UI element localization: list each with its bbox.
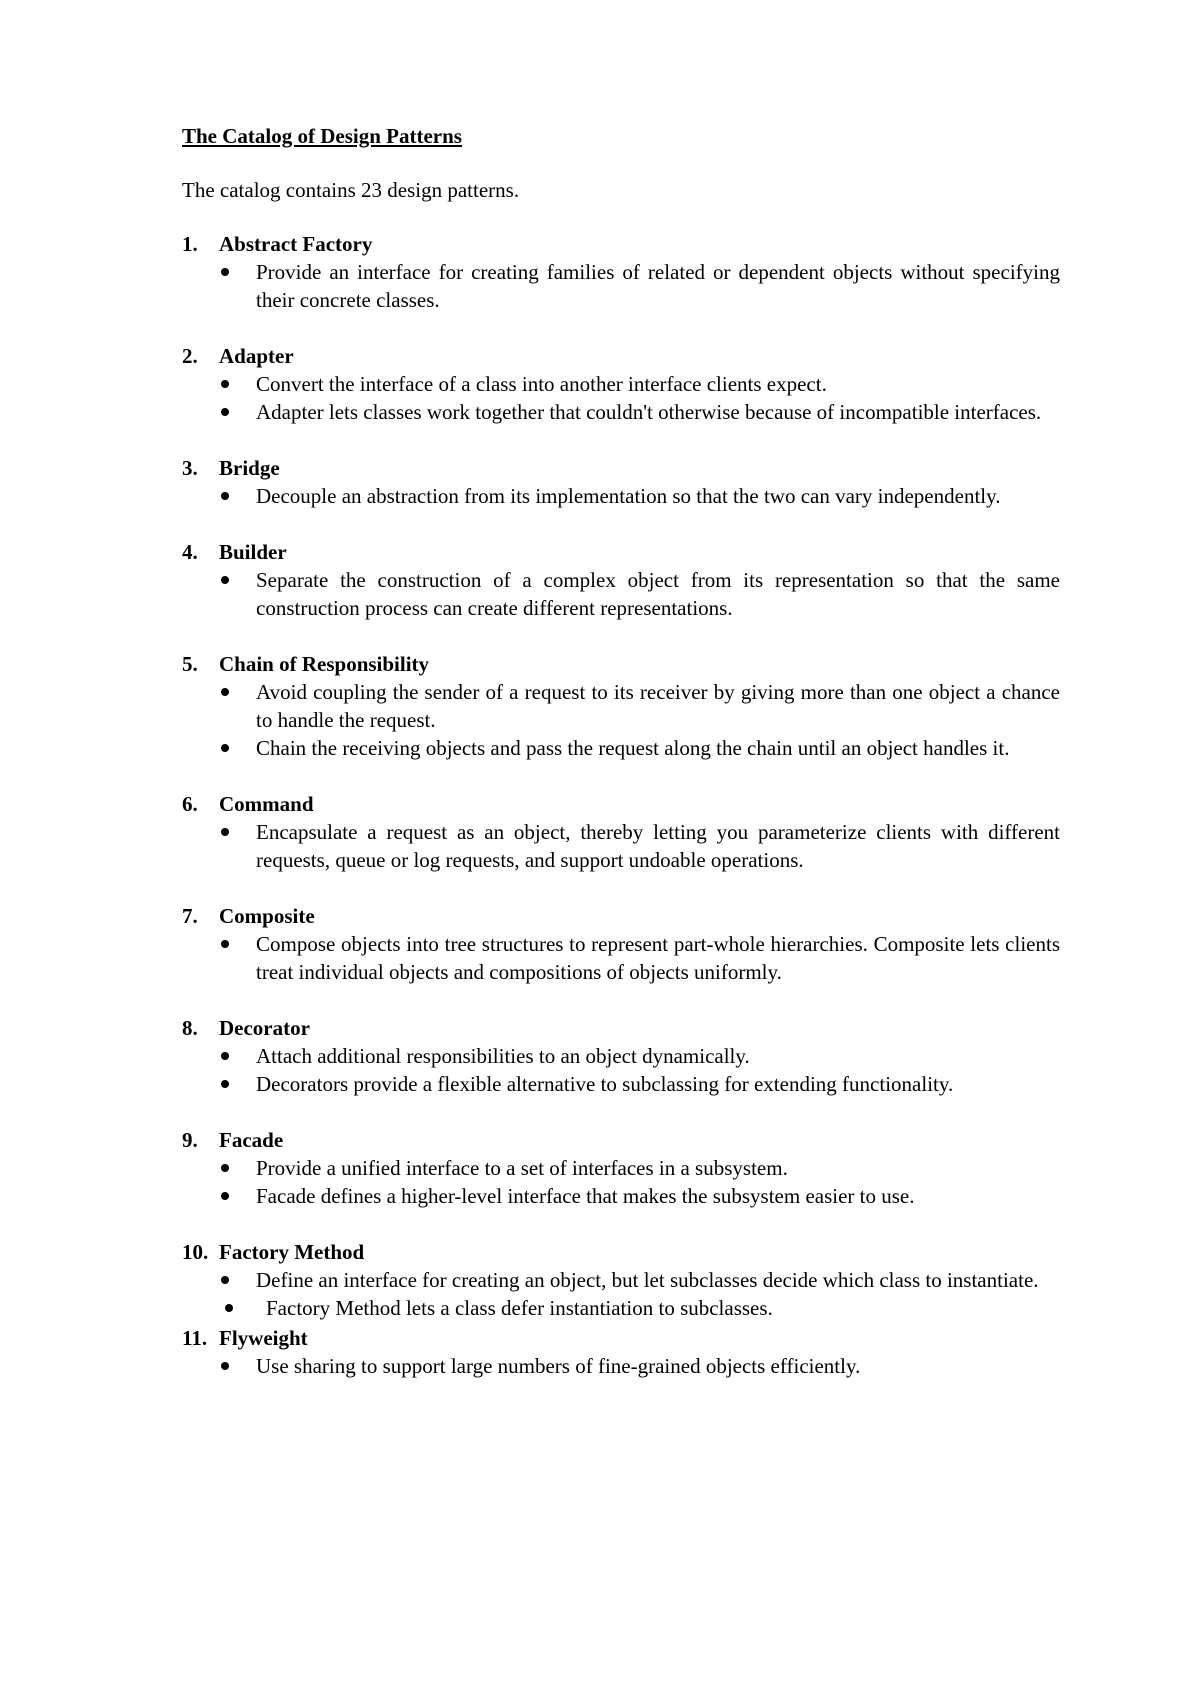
pattern-name: Chain of Responsibility [219, 652, 430, 676]
pattern-name: Composite [219, 904, 315, 928]
pattern-name: Factory Method [219, 1240, 365, 1264]
pattern-item-adapter [182, 342, 1060, 426]
bullet-text: Decouple an abstraction from its implementation so that the two can vary independently. [256, 484, 1001, 508]
pattern-number: 2. [182, 344, 198, 368]
bullet-icon [219, 734, 256, 762]
bullet-text: Compose objects into tree structures to represent part-whole hierarchies. Composite lets clients treat individual objects and compositions of objects uniformly. [256, 932, 1060, 984]
bullet-icon [219, 398, 256, 426]
pattern-heading [182, 1238, 1060, 1266]
pattern-item-composite [182, 902, 1060, 986]
bullet-icon [219, 1154, 256, 1182]
bullet-item [219, 1070, 1060, 1098]
pattern-heading [182, 790, 1060, 818]
pattern-name: Bridge [219, 456, 280, 480]
bullet-item [219, 370, 1060, 398]
pattern-number: 1. [182, 232, 198, 256]
pattern-name: Abstract Factory [219, 232, 373, 256]
pattern-item-chain-of-responsibility [182, 650, 1060, 762]
bullet-list [182, 1352, 1060, 1380]
pattern-heading [182, 1014, 1060, 1042]
bullet-item [219, 566, 1060, 622]
bullet-text: Facade defines a higher-level interface that makes the subsystem easier to use. [256, 1184, 915, 1208]
pattern-name: Adapter [219, 344, 294, 368]
bullet-list [182, 482, 1060, 510]
bullet-text: Encapsulate a request as an object, thereby letting you parameterize clients with different requests, queue or log requests, and support undoable operations. [256, 820, 1060, 872]
bullet-list [182, 1266, 1060, 1322]
bullet-text: Chain the receiving objects and pass the request along the chain until an object handles it. [256, 736, 1010, 760]
bullet-list [182, 566, 1060, 622]
pattern-item-bridge [182, 454, 1060, 510]
bullet-icon [219, 818, 256, 874]
pattern-heading [182, 650, 1060, 678]
pattern-item-factory-method [182, 1238, 1060, 1322]
bullet-text: Define an interface for creating an object, but let subclasses decide which class to instantiate. [256, 1268, 1039, 1292]
pattern-item-builder [182, 538, 1060, 622]
pattern-number: 5. [182, 652, 198, 676]
bullet-icon [219, 1294, 256, 1322]
pattern-item-flyweight [182, 1324, 1060, 1380]
bullet-text: Separate the construction of a complex object from its representation so that the same construction process can create different representations. [256, 568, 1060, 620]
pattern-item-decorator [182, 1014, 1060, 1098]
bullet-icon [219, 258, 256, 314]
bullet-list [182, 818, 1060, 874]
bullet-item [219, 1182, 1060, 1210]
bullet-text: Provide an interface for creating families of related or dependent objects without specifying their concrete classes. [256, 260, 1060, 312]
bullet-list [182, 258, 1060, 314]
bullet-icon [219, 482, 256, 510]
bullet-item [219, 1154, 1060, 1182]
bullet-item [219, 734, 1060, 762]
bullet-text: Avoid coupling the sender of a request to its receiver by giving more than one object a chance to handle the request. [256, 680, 1060, 732]
bullet-list [182, 930, 1060, 986]
bullet-text: Convert the interface of a class into another interface clients expect. [256, 372, 827, 396]
pattern-number: 10. [182, 1240, 209, 1264]
bullet-text: Attach additional responsibilities to an object dynamically. [256, 1044, 750, 1068]
bullet-item [219, 258, 1060, 314]
page-title: The Catalog of Design Patterns [182, 124, 462, 148]
bullet-list [182, 370, 1060, 426]
pattern-heading [182, 1324, 1060, 1352]
pattern-heading [182, 342, 1060, 370]
pattern-name: Decorator [219, 1016, 310, 1040]
bullet-text: Use sharing to support large numbers of fine-grained objects efficiently. [256, 1354, 861, 1378]
pattern-item-facade [182, 1126, 1060, 1210]
bullet-item [219, 1042, 1060, 1070]
bullet-text: Decorators provide a flexible alternative to subclassing for extending functionality. [256, 1072, 954, 1096]
pattern-name: Facade [219, 1128, 284, 1152]
pattern-heading [182, 1126, 1060, 1154]
pattern-heading [182, 538, 1060, 566]
bullet-item [219, 818, 1060, 874]
pattern-item-command [182, 790, 1060, 874]
bullet-item [219, 1266, 1060, 1294]
bullet-list [182, 1042, 1060, 1098]
pattern-heading [182, 230, 1060, 258]
pattern-number: 4. [182, 540, 198, 564]
bullet-item [219, 1352, 1060, 1380]
pattern-item-abstract-factory [182, 230, 1060, 314]
pattern-number: 11. [182, 1326, 208, 1350]
pattern-number: 6. [182, 792, 198, 816]
pattern-name: Flyweight [219, 1326, 308, 1350]
pattern-number: 9. [182, 1128, 198, 1152]
intro-paragraph: The catalog contains 23 design patterns. [182, 178, 520, 202]
bullet-item [219, 1294, 1060, 1322]
pattern-heading [182, 902, 1060, 930]
bullet-text: Provide a unified interface to a set of interfaces in a subsystem. [256, 1156, 788, 1180]
bullet-icon [219, 1070, 256, 1098]
bullet-text: Adapter lets classes work together that couldn't otherwise because of incompatible interfaces. [256, 400, 1042, 424]
pattern-number: 7. [182, 904, 198, 928]
bullet-icon [219, 1266, 256, 1294]
bullet-icon [219, 566, 256, 622]
bullet-icon [219, 1352, 256, 1380]
bullet-list [182, 678, 1060, 762]
bullet-item [219, 398, 1060, 426]
pattern-heading [182, 454, 1060, 482]
pattern-number: 8. [182, 1016, 198, 1040]
bullet-icon [219, 1182, 256, 1210]
bullet-item [219, 678, 1060, 734]
bullet-icon [219, 930, 256, 986]
pattern-name: Command [219, 792, 314, 816]
bullet-item [219, 482, 1060, 510]
bullet-icon [219, 1042, 256, 1070]
bullet-icon [219, 370, 256, 398]
bullet-item [219, 930, 1060, 986]
bullet-icon [219, 678, 256, 734]
pattern-name: Builder [219, 540, 287, 564]
bullet-text: Factory Method lets a class defer instantiation to subclasses. [266, 1296, 773, 1320]
pattern-number: 3. [182, 456, 198, 480]
pattern-list [182, 230, 1060, 1380]
bullet-list [182, 1154, 1060, 1210]
